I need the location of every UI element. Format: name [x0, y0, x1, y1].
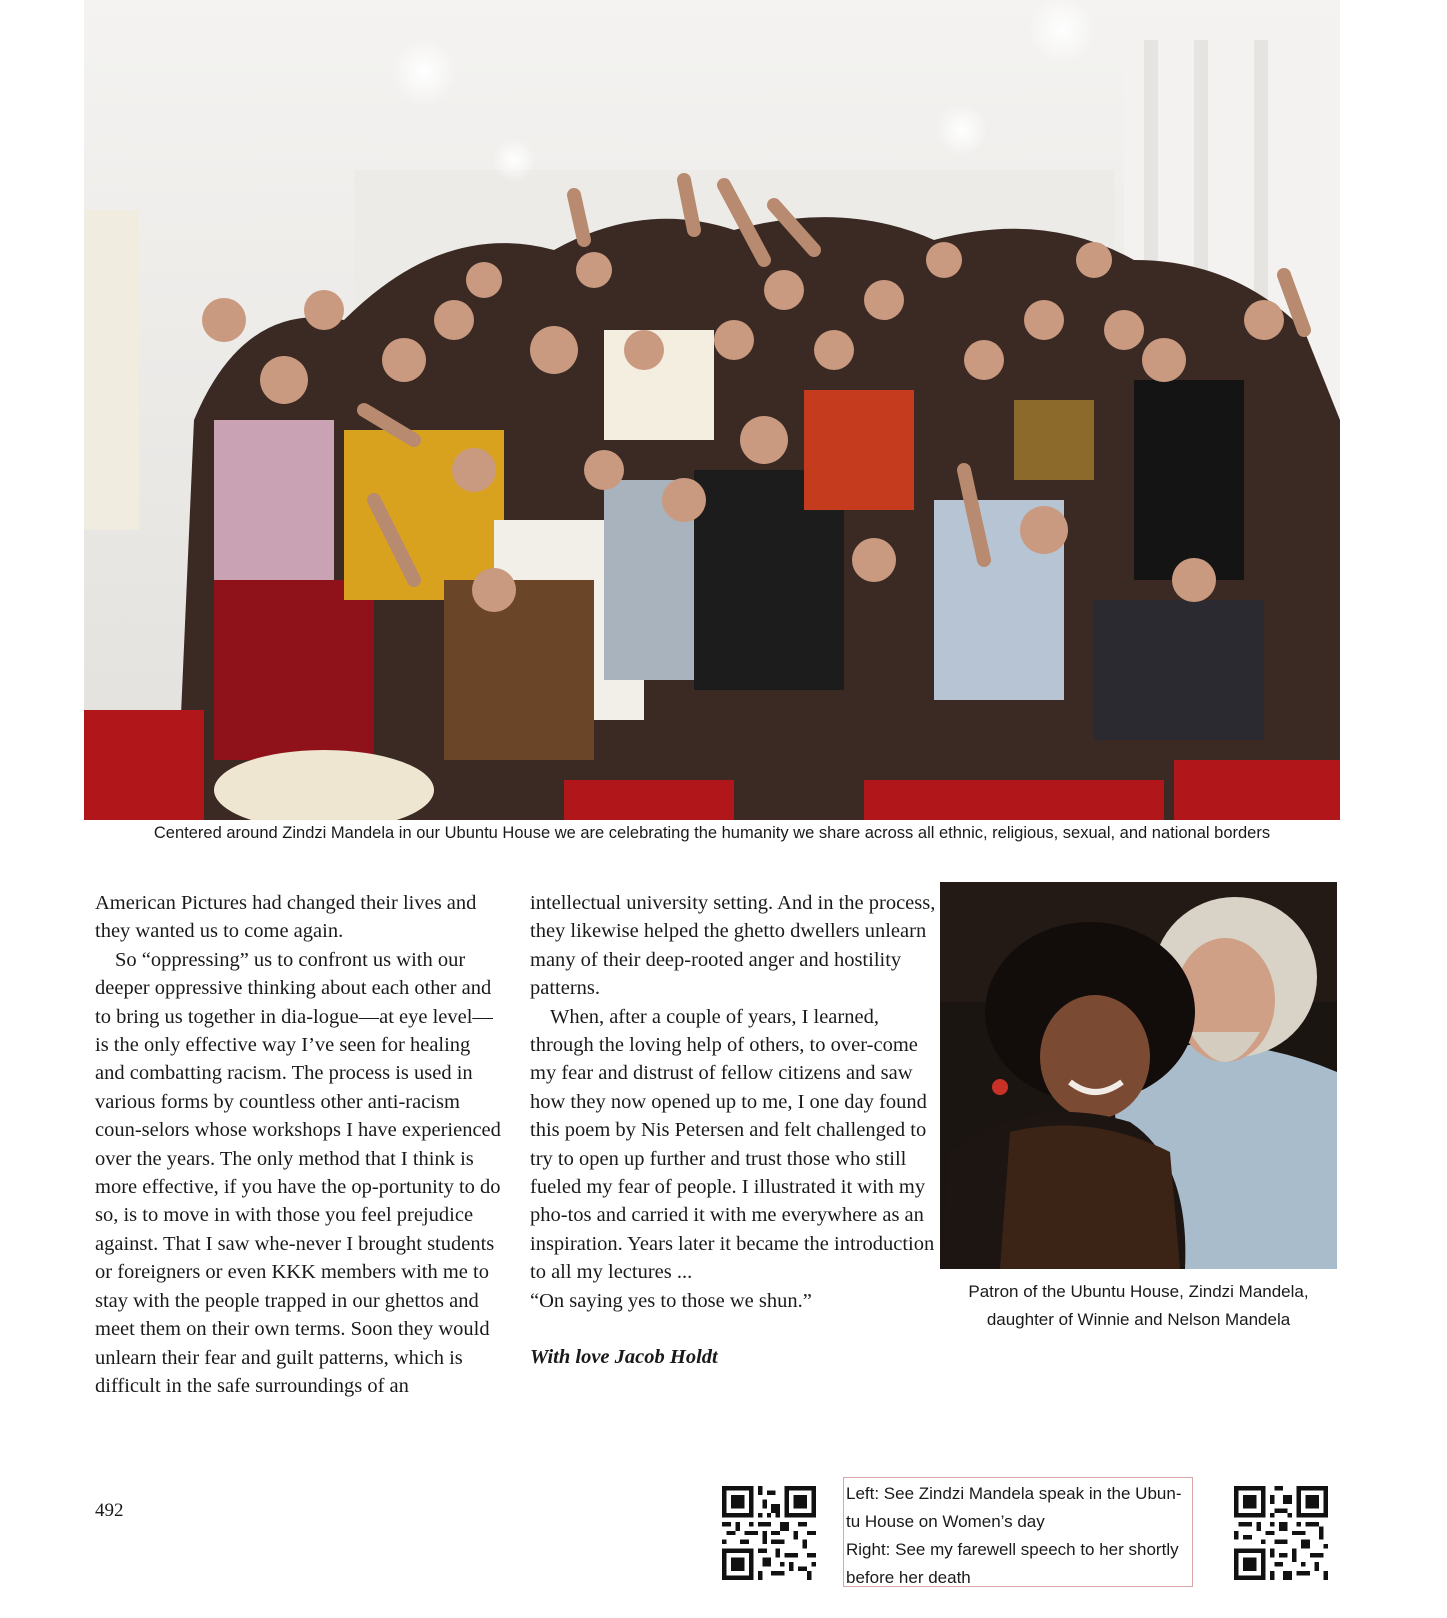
qr-box-line: before her death — [846, 1568, 971, 1587]
group-celebration-image — [84, 0, 1340, 820]
paragraph: intellectual university setting. And in the process, they likewise helped the ghetto dwellers unlearn many of their deep-rooted anger and hostility patterns. — [530, 892, 936, 1000]
qr-box-line: tu House on Women’s day — [846, 1512, 1045, 1531]
qr-code-icon — [722, 1486, 816, 1580]
portrait-photo — [940, 882, 1337, 1269]
qr-links-box — [843, 1477, 1193, 1587]
main-group-photo — [84, 0, 1340, 820]
qr-code-left[interactable] — [722, 1486, 816, 1580]
signature: With love Jacob Holdt — [530, 1346, 718, 1369]
qr-code-right[interactable] — [1234, 1486, 1328, 1580]
main-photo-caption: Centered around Zindzi Mandela in our Ubuntu House we are celebrating the humanity we share across all ethnic, religious, sexual, and national borders — [153, 824, 1271, 842]
poem-title: “On saying yes to those we shun.” — [530, 1289, 812, 1312]
portrait-photo-caption — [940, 1278, 1337, 1334]
qr-code-icon — [1234, 1486, 1328, 1580]
qr-box-line: Right: See my farewell speech to her shortly — [846, 1540, 1179, 1559]
paragraph: So “oppressing” us to confront us with our deeper oppressive thinking about each other and to bring us together in dia-logue—at eye level—is the only effective way I’ve seen for healing and combatting racism. The process is used in various forms by countless other anti-racism coun-selors whose workshops I have experienced over the years. The only method that I think is more effective, if you have the op-portunity to do so, is to move in with those you feel prejudice against. That I saw whe-never I brought students or foreigners or even KKK members with me to stay with the people trapped in our ghettos and meet them on their own terms. Soon they would unlearn their fear and guilt patterns, which is difficult in the safe surroundings of an — [95, 948, 501, 1397]
article-column-middle — [530, 889, 942, 1372]
page-number: 492 — [95, 1500, 124, 1521]
article-column-left — [95, 889, 501, 1400]
qr-box-line: Left: See Zindzi Mandela speak in the Ubun- — [846, 1484, 1182, 1503]
caption-line: Patron of the Ubuntu House, Zindzi Mandela, — [968, 1282, 1309, 1301]
paragraph: When, after a couple of years, I learned, through the loving help of others, to over-come my fear and distrust of fellow citizens and saw how they now opened up to me, I one day found this poem by Nis Petersen and felt challenged to try to open up further and trust those who still fueled my fear of people. I illustrated it with my pho-tos and carried it with me everywhere as an inspiration. Years later it became the introduction to all my lectures ... — [530, 1005, 935, 1284]
caption-line: daughter of Winnie and Nelson Mandela — [986, 1310, 1291, 1329]
paragraph: American Pictures had changed their lives and they wanted us to come again. — [95, 892, 477, 943]
zindzi-mandela-portrait-image — [940, 882, 1337, 1269]
